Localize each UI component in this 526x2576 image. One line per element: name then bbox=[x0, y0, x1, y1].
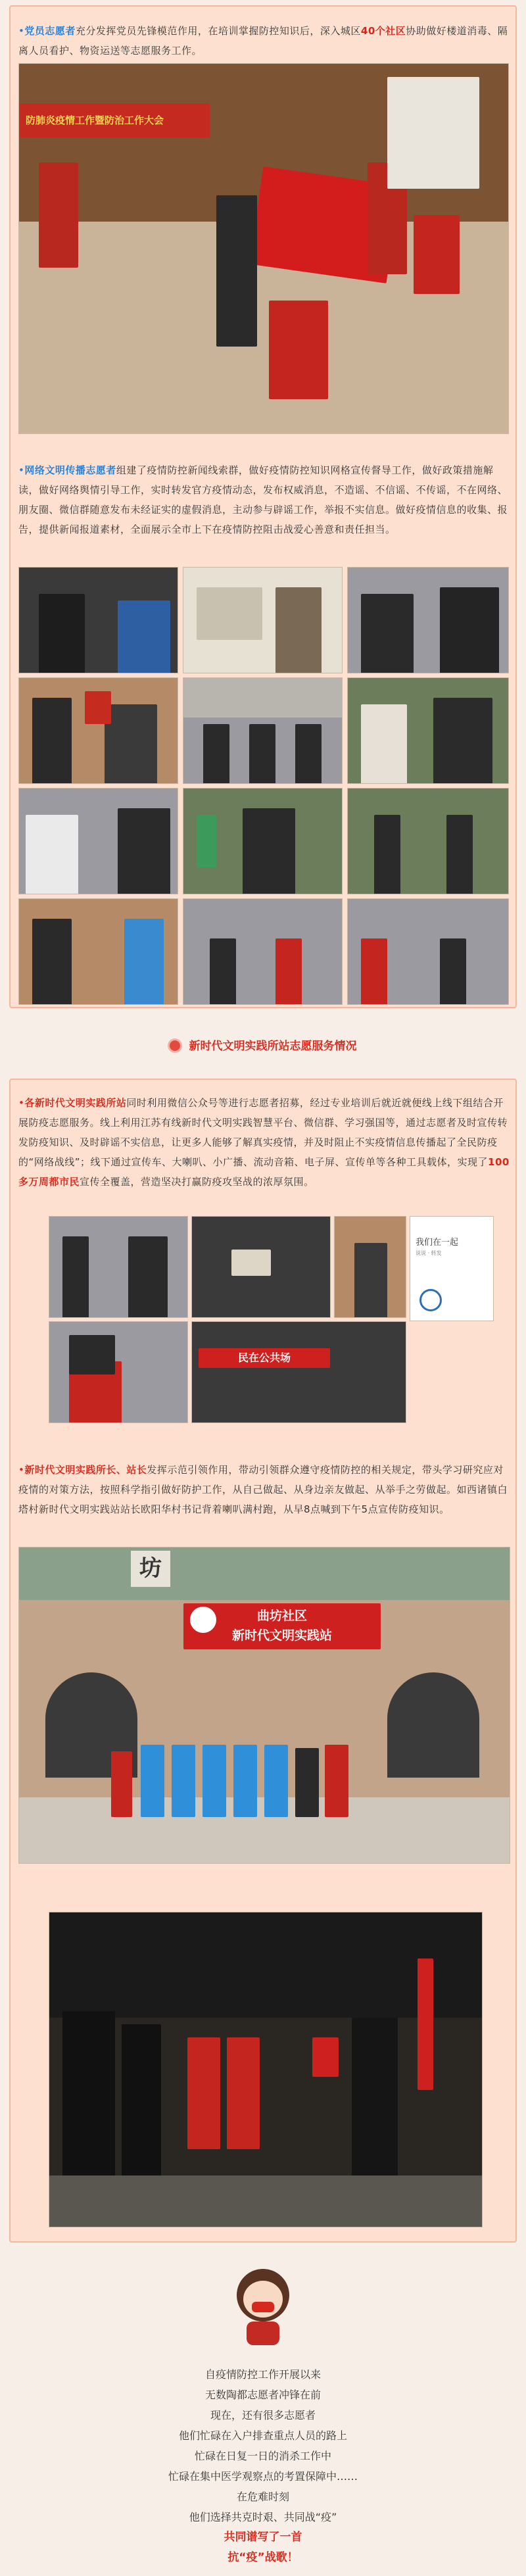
network-photo-5 bbox=[183, 677, 343, 784]
collage-photo-3 bbox=[334, 1216, 406, 1318]
poem-line: 在危难时刻 bbox=[236, 2491, 289, 2503]
collage-photo-5 bbox=[49, 1321, 188, 1423]
network-photo-8 bbox=[183, 788, 343, 894]
wechat-poster bbox=[410, 1216, 494, 1321]
network-photo-1 bbox=[18, 567, 178, 673]
flower-icon bbox=[170, 1040, 180, 1051]
car-banner: 民在公共场 bbox=[199, 1348, 330, 1368]
poster-title: 我们在一起 bbox=[416, 1238, 459, 1248]
network-photo-2 bbox=[183, 567, 343, 673]
collage-photo-2 bbox=[191, 1216, 331, 1318]
network-photo-12 bbox=[347, 898, 509, 1005]
poem-closing-2: 抗“疫”战歌！ bbox=[227, 2551, 299, 2564]
poem-line: 他们选择共克时艰、共同战“疫” bbox=[189, 2511, 337, 2523]
poem-line: 无数陶都志愿者冲锋在前 bbox=[204, 2389, 321, 2401]
mascot-icon bbox=[227, 2262, 299, 2348]
network-photo-11 bbox=[183, 898, 343, 1005]
poem-line: 他们忙碌在入户排查重点人员的路上 bbox=[178, 2429, 347, 2442]
station-head-paragraph: •新时代文明实践所长、站长发挥示范引领作用，带动引领群众遵守疫情防控的相关规定，带头学习研究应对疫情的对策方法，按照科学指引做好防护工作，从自己做起、从身边亲友做起、从举手之劳做起。如西诸镇白塔村新时代文明实践站站长欧阳华村书记背着喇叭满村跑，从早8点喊到下午5点宣传防疫知识。 bbox=[18, 1464, 508, 1515]
network-volunteer-paragraph: •网络文明传播志愿者组建了疫情防控新闻线索群，做好疫情防控知识网格宣传督导工作，做好政策措施解读，做好网络舆情引导工作，实时转发官方疫情动态，发布权威消息，不造谣、不信谣、不传谣，不在网络、朋友圈、微信群随意发布未经证实的虚假消息，主动参与辟谣工作，举报不实信息。做好疫情信息的收集、报告，提供新闻报道素材，全面展示全市上下在疫情防控阻击战爱心善意和责任担当。 bbox=[18, 464, 508, 535]
network-photo-6 bbox=[347, 677, 509, 784]
practice-station-paragraph: •各新时代文明实践所站同时利用微信公众号等进行志愿者招募，经过专业培训后就近就便线上线下组结合开展防疫志愿服务。线上利用江苏有线新时代文明实践智慧平台、微信群、学习强国等，通过志愿者及时宣传转发防疫知识、及时辟谣不实信息，让更多人能够了解真实疫情，并及时阻止不实疫情信息传播起了全民防疫的“网络战线”；线下通过宣传车、大喇叭、小广播、流动音箱、电子屏、宣传单等各种工具载体，实现了100多万周都市民宣传全覆盖，营造坚决打赢防疫攻坚战的浓厚氛围。 bbox=[18, 1097, 510, 1188]
poem-line: 忙碌在集中医学观察点的考置保障中…… bbox=[168, 2470, 358, 2483]
volunteer-panel-2 bbox=[9, 1079, 517, 2243]
network-photo-9 bbox=[347, 788, 509, 894]
volunteer-panel-1 bbox=[9, 5, 517, 1008]
community-sign: 曲坊社区 新时代文明实践站 bbox=[183, 1603, 381, 1649]
meeting-banner: 防肺炎疫情工作暨防治工作大会 bbox=[19, 103, 210, 137]
network-photo-7 bbox=[18, 788, 178, 894]
flag-ceremony-photo bbox=[18, 63, 509, 434]
night-patrol-photo bbox=[49, 1912, 483, 2227]
network-photo-3 bbox=[347, 567, 509, 673]
poster-caption: 说说 · 转发 bbox=[416, 1250, 442, 1256]
network-photo-10 bbox=[18, 898, 178, 1005]
network-photo-4 bbox=[18, 677, 178, 784]
community-station-photo bbox=[18, 1547, 510, 1864]
poem-closing-1: 共同谱写了一首 bbox=[224, 2531, 302, 2544]
poem-line: 忙碌在日复一日的消杀工作中 bbox=[194, 2450, 331, 2462]
closing-poem bbox=[0, 2364, 526, 2568]
section-title: 新时代文明实践所站志愿服务情况 bbox=[0, 1036, 526, 1053]
collage-photo-1 bbox=[49, 1216, 188, 1318]
sign-fang: 坊 bbox=[131, 1551, 170, 1587]
party-volunteer-paragraph: •党员志愿者充分发挥党员先锋模范作用，在培训掌握防控知识后，深入城区40个社区协助做好楼道消毒、隔离人员看护、物资运送等志愿服务工作。 bbox=[18, 25, 508, 57]
poem-line: 自疫情防控工作开展以来 bbox=[204, 2368, 321, 2381]
poem-line: 现在，还有很多志愿者 bbox=[210, 2409, 316, 2421]
collage-photo-6 bbox=[191, 1321, 406, 1423]
